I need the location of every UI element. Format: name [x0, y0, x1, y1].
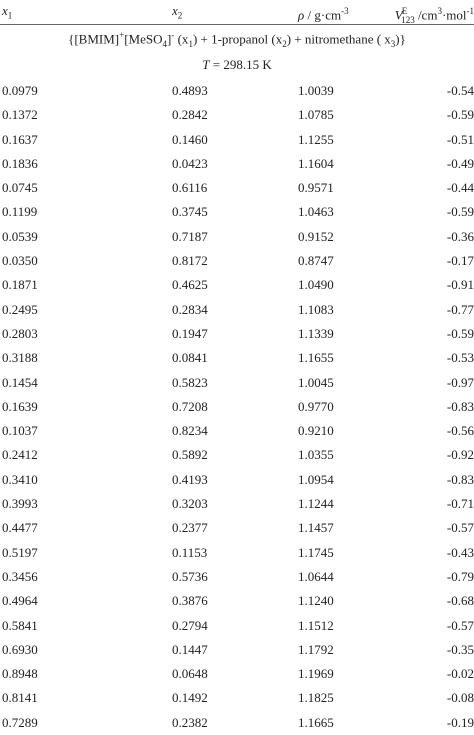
cell-x1: 0.2412 — [2, 447, 38, 463]
cell-excess-volume: -0.53 — [446, 350, 474, 366]
cell-density: 1.1512 — [298, 617, 334, 633]
cell-excess-volume: -0.83 — [446, 398, 474, 414]
cell-x2: 0.0648 — [172, 666, 208, 682]
cell-x2: 0.1153 — [172, 544, 208, 560]
cell-excess-volume: -0.43 — [446, 544, 474, 560]
cell-x1: 0.0350 — [2, 253, 38, 269]
cell-x1: 0.1637 — [2, 131, 38, 147]
cell-x1: 0.3188 — [2, 350, 38, 366]
header-density: $\rho / g\cdot cm^{-3}$ — [298, 6, 349, 23]
table-body — [0, 79, 474, 735]
table-row — [0, 541, 474, 565]
cell-x2: 0.8172 — [172, 253, 208, 269]
cell-excess-volume: -0.68 — [446, 593, 474, 609]
table-row — [0, 395, 474, 419]
cell-density: 1.1969 — [298, 666, 334, 682]
table-row — [0, 614, 474, 638]
cell-density: 1.0039 — [298, 83, 334, 98]
cell-excess-volume: -0.35 — [446, 641, 474, 657]
table-row — [0, 152, 474, 176]
table-row — [0, 225, 474, 249]
cell-density: 1.0355 — [298, 447, 334, 463]
cell-excess-volume: -0.79 — [446, 568, 474, 584]
cell-x2: 0.3203 — [172, 496, 208, 512]
cell-x1: 0.2495 — [2, 301, 38, 317]
table-row — [0, 638, 474, 662]
cell-excess-volume: -0.59 — [446, 107, 474, 123]
cell-density: 0.8747 — [298, 253, 334, 269]
cell-density: 1.1244 — [298, 496, 334, 512]
table-row — [0, 200, 474, 224]
table-row — [0, 128, 474, 152]
cell-x2: 0.1460 — [172, 131, 208, 147]
cell-x1: 0.0979 — [2, 83, 38, 98]
cell-excess-volume: -0.49 — [446, 155, 474, 171]
cell-density: 1.0644 — [298, 568, 334, 584]
table-row — [0, 79, 474, 103]
cell-density: 1.1083 — [298, 301, 334, 317]
cell-excess-volume: -0.36 — [446, 228, 474, 244]
table-row — [0, 468, 474, 492]
cell-x1: 0.1454 — [2, 374, 38, 390]
cell-x2: 0.2794 — [172, 617, 208, 633]
cell-x1: 0.5197 — [2, 544, 38, 560]
cell-density: 1.1240 — [298, 593, 334, 609]
cell-density: 1.1339 — [298, 325, 334, 341]
cell-density: 1.0490 — [298, 277, 334, 293]
table-row — [0, 565, 474, 589]
header-x2: $x_2$ — [172, 3, 183, 21]
cell-density: 1.1457 — [298, 520, 334, 536]
cell-x1: 0.5841 — [2, 617, 38, 633]
table-row — [0, 103, 474, 127]
cell-x2: 0.7208 — [172, 398, 208, 414]
temperature-label: T = 298.15 K — [202, 57, 272, 72]
cell-x2: 0.5736 — [172, 568, 208, 584]
table-row — [0, 273, 474, 297]
cell-excess-volume: -0.19 — [446, 714, 474, 730]
cell-x2: 0.2842 — [172, 107, 208, 123]
cell-x1: 0.1639 — [2, 398, 38, 414]
cell-density: 1.1745 — [298, 544, 334, 560]
system-title: {[BMIM]+[MeSO$_4$]- $(x_1)$ + 1-propanol $(x_2)$ + nitromethane ( $x_3$)} — [68, 30, 406, 49]
cell-x2: 0.5892 — [172, 447, 208, 463]
cell-density: 1.1792 — [298, 641, 334, 657]
cell-x1: 0.1871 — [2, 277, 38, 293]
cell-density: 1.0785 — [298, 107, 334, 123]
table-row — [0, 371, 474, 395]
cell-density: 0.9152 — [298, 228, 334, 244]
cell-x2: 0.2377 — [172, 520, 208, 536]
table-row — [0, 686, 474, 710]
cell-x2: 0.1492 — [172, 690, 208, 706]
cell-x2: 0.3745 — [172, 204, 208, 220]
header-excess-volume: $V^E_{123}$ $/cm^3\cdot mol^{-1}$ — [394, 6, 474, 25]
cell-x2: 0.5823 — [172, 374, 208, 390]
table-row — [0, 711, 474, 735]
cell-x2: 0.4893 — [172, 83, 208, 98]
table-row — [0, 298, 474, 322]
cell-excess-volume: -0.57 — [446, 520, 474, 536]
table-row — [0, 516, 474, 540]
cell-x1: 0.3410 — [2, 471, 38, 487]
cell-excess-volume: -0.17 — [446, 253, 474, 269]
table-row — [0, 322, 474, 346]
cell-density: 1.0463 — [298, 204, 334, 220]
cell-x2: 0.4625 — [172, 277, 208, 293]
header-x1: $x_1$ — [2, 3, 13, 21]
table-row — [0, 346, 474, 370]
table-row — [0, 419, 474, 443]
cell-x1: 0.4477 — [2, 520, 38, 536]
table-row — [0, 176, 474, 200]
cell-density: 1.1665 — [298, 714, 334, 730]
cell-x1: 0.4964 — [2, 593, 38, 609]
cell-excess-volume: -0.02 — [446, 666, 474, 682]
column-header-row — [0, 0, 474, 25]
cell-excess-volume: -0.51 — [446, 131, 474, 147]
cell-x1: 0.8948 — [2, 666, 38, 682]
cell-excess-volume: -0.83 — [446, 471, 474, 487]
cell-excess-volume: -0.92 — [446, 447, 474, 463]
cell-excess-volume: -0.08 — [446, 690, 474, 706]
cell-density: 1.1604 — [298, 155, 334, 171]
cell-excess-volume: -0.59 — [446, 204, 474, 220]
cell-x1: 0.3456 — [2, 568, 38, 584]
cell-x2: 0.0423 — [172, 155, 208, 171]
cell-excess-volume: -0.56 — [446, 423, 474, 439]
cell-x1: 0.1836 — [2, 155, 38, 171]
table-row — [0, 249, 474, 273]
cell-x2: 0.2834 — [172, 301, 208, 317]
cell-x1: 0.8141 — [2, 690, 38, 706]
cell-excess-volume: -0.54 — [446, 83, 474, 98]
cell-x2: 0.6116 — [172, 180, 208, 196]
table-row — [0, 492, 474, 516]
cell-density: 0.9571 — [298, 180, 334, 196]
cell-x2: 0.1947 — [172, 325, 208, 341]
cell-x2: 0.0841 — [172, 350, 208, 366]
cell-x1: 0.0745 — [2, 180, 38, 196]
cell-excess-volume: -0.97 — [446, 374, 474, 390]
cell-density: 0.9210 — [298, 423, 334, 439]
cell-x1: 0.1037 — [2, 423, 38, 439]
cell-x1: 0.1372 — [2, 107, 38, 123]
table-row — [0, 443, 474, 467]
cell-density: 1.1825 — [298, 690, 334, 706]
cell-x1: 0.3993 — [2, 496, 38, 512]
cell-x1: 0.1199 — [2, 204, 38, 220]
cell-density: 1.0045 — [298, 374, 334, 390]
cell-x2: 0.1447 — [172, 641, 208, 657]
cell-excess-volume: -0.91 — [446, 277, 474, 293]
cell-x1: 0.2803 — [2, 325, 38, 341]
cell-x1: 0.7289 — [2, 714, 38, 730]
cell-excess-volume: -0.44 — [446, 180, 474, 196]
cell-excess-volume: -0.57 — [446, 617, 474, 633]
cell-excess-volume: -0.59 — [446, 325, 474, 341]
cell-x1: 0.6930 — [2, 641, 38, 657]
table-row — [0, 662, 474, 686]
cell-density: 1.1655 — [298, 350, 334, 366]
cell-density: 1.1255 — [298, 131, 334, 147]
cell-excess-volume: -0.71 — [446, 496, 474, 512]
cell-excess-volume: -0.77 — [446, 301, 474, 317]
cell-x2: 0.4193 — [172, 471, 208, 487]
cell-x1: 0.0539 — [2, 228, 38, 244]
cell-x2: 0.8234 — [172, 423, 208, 439]
cell-x2: 0.2382 — [172, 714, 208, 730]
cell-density: 0.9770 — [298, 398, 334, 414]
table-row — [0, 589, 474, 613]
cell-x2: 0.7187 — [172, 228, 208, 244]
cell-density: 1.0954 — [298, 471, 334, 487]
cell-x2: 0.3876 — [172, 593, 208, 609]
